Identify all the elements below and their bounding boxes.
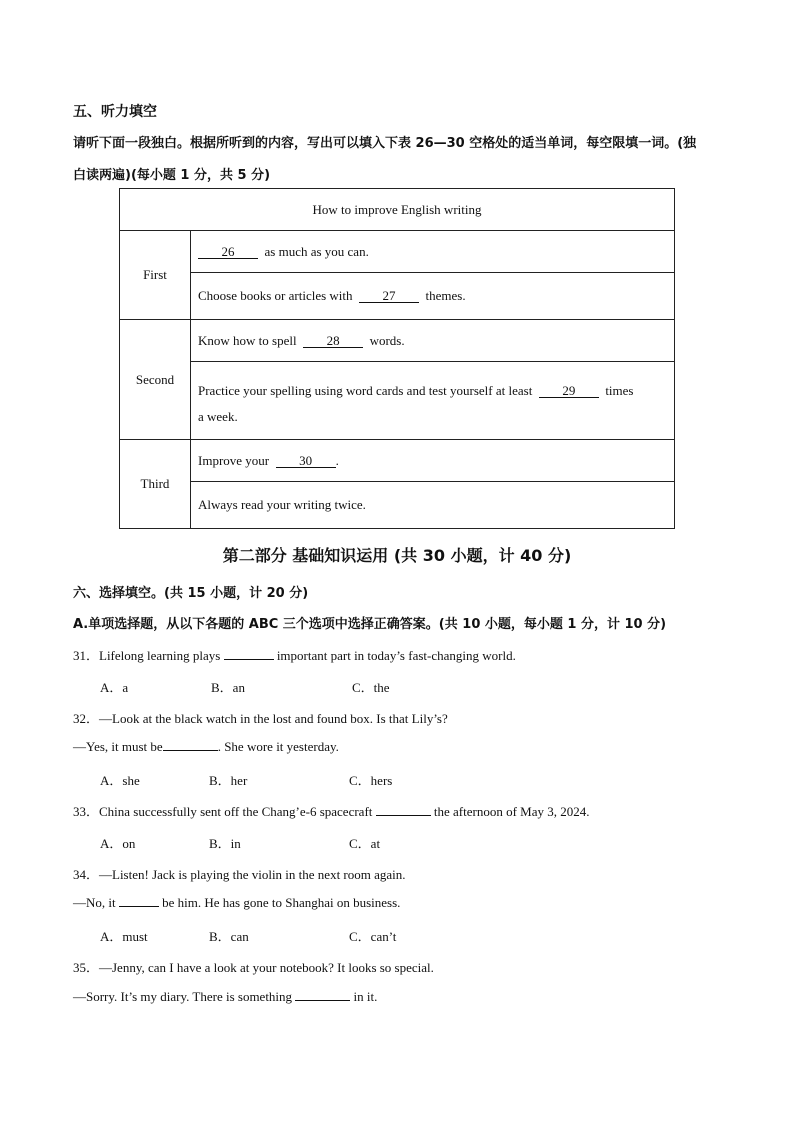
first-label: First — [120, 231, 191, 320]
q34-blank — [119, 906, 159, 907]
q31-option-c: C．the — [352, 680, 390, 695]
blank-28: 28 — [303, 334, 363, 348]
section5-title: 五、听力填空 — [73, 104, 157, 120]
q35-after: in it. — [353, 989, 378, 1004]
q35-line1: 35．—Jenny, can I have a look at your notebook? It looks so special. — [73, 960, 434, 975]
q34-before: —No, it — [73, 895, 116, 910]
q32-line1: 32．—Look at the black watch in the lost and found box. Is that Lily’s? — [73, 711, 448, 726]
blank-29: 29 — [539, 384, 599, 398]
blank-27: 27 — [359, 289, 419, 303]
section6-title: 六、选择填空。(共 15 小题，计 20 分) — [73, 586, 309, 601]
q32-after: . She wore it yesterday. — [217, 739, 339, 754]
section6-sub-a: A.单项选择题，从以下各题的 ABC 三个选项中选择正确答案。(共 10 小题，每小题 1 分，计 10 分) — [73, 617, 667, 632]
table-row-28 — [191, 320, 675, 362]
q32-option-a: A．she — [100, 773, 140, 788]
q34-line2 — [73, 895, 400, 911]
q34-option-a: A．must — [100, 929, 148, 944]
q33-option-b: B．in — [209, 836, 241, 851]
q31-before: 31．Lifelong learning plays — [73, 648, 221, 663]
table-row-29 — [191, 362, 675, 440]
q32-blank — [163, 750, 218, 751]
table-row-final: Always read your writing twice. — [191, 482, 675, 529]
row-28-before: Know how to spell — [198, 332, 297, 348]
q35-before: —Sorry. It’s my diary. There is something — [73, 989, 293, 1004]
q34-option-b: B．can — [209, 929, 249, 944]
table-row-26 — [191, 231, 675, 273]
listening-table — [119, 188, 675, 529]
section5-instruction-line1: 请听下面一段独白。根据所听到的内容，写出可以填入下表 26—30 空格处的适当单词，每空限填一词。(独 — [73, 136, 697, 151]
q33-blank — [376, 815, 431, 816]
q33-before: 33．China successfully sent off the Chang’e-6 spacecraft — [73, 804, 373, 819]
part2-title: 第二部分 基础知识运用 (共 30 小题，计 40 分) — [222, 546, 572, 565]
q32-line2 — [73, 739, 339, 755]
row-27-after: themes. — [425, 288, 466, 303]
row-29-before: Practice your spelling using word cards and test yourself at least — [198, 382, 533, 398]
row-30-before: Improve your — [198, 452, 270, 468]
q35-blank — [295, 1000, 350, 1001]
third-label: Third — [120, 440, 191, 529]
table-row-27 — [191, 273, 675, 320]
q34-line1: 34．—Listen! Jack is playing the violin in the next room again. — [73, 867, 406, 882]
row-29-after: times — [605, 382, 634, 398]
q31-blank — [224, 659, 274, 660]
q32-option-b: B．her — [209, 773, 248, 788]
row-28-after: words. — [369, 332, 405, 348]
q31-option-b: B．an — [211, 680, 245, 695]
q31-option-a: A．a — [100, 680, 129, 695]
q34-option-c: C．can’t — [349, 929, 397, 944]
section5-instruction-line2: 白读两遍)(每小题 1 分，共 5 分) — [73, 168, 271, 183]
row-30-after: . — [335, 452, 339, 468]
question-33 — [73, 801, 590, 820]
q32-before: —Yes, it must be — [73, 739, 163, 754]
q32-option-c: C．hers — [349, 773, 393, 788]
q33-option-a: A．on — [100, 836, 136, 851]
row-29-line2: a week. — [198, 408, 238, 424]
q35-line2 — [73, 989, 377, 1005]
q33-option-c: C．at — [349, 836, 381, 851]
q33-after: the afternoon of May 3, 2024. — [433, 804, 590, 819]
row-27-before: Choose books or articles with — [198, 288, 353, 303]
table-header: How to improve English writing — [120, 189, 675, 231]
q34-after: be him. He has gone to Shanghai on business. — [162, 895, 401, 910]
second-label: Second — [120, 320, 191, 440]
question-31 — [73, 645, 516, 664]
blank-30: 30 — [276, 454, 336, 468]
table-row-30 — [191, 440, 675, 482]
blank-26: 26 — [198, 245, 258, 259]
q31-after: important part in today’s fast-changing world. — [276, 648, 516, 663]
row-26-after: as much as you can. — [264, 243, 369, 259]
